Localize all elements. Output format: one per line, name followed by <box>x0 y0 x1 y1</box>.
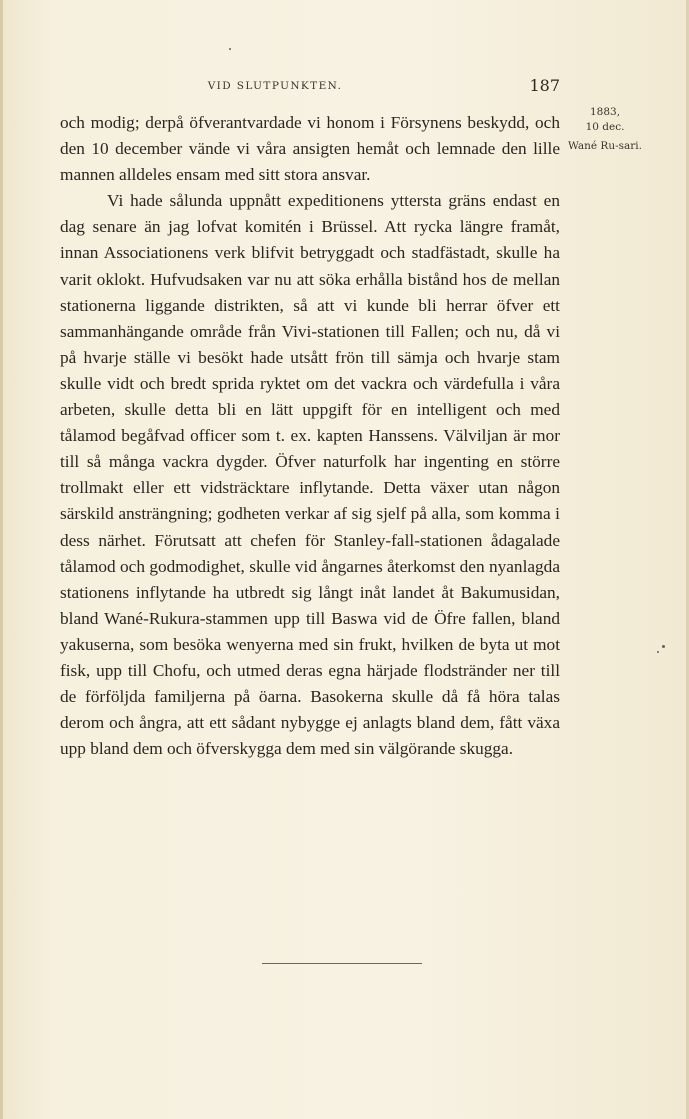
body-text <box>60 110 560 762</box>
paragraph-2: Vi hade sålunda uppnått expeditionens yttersta gräns endast en dag senare än jag lofvat komitén i Brüssel. Att rycka längre framåt, innan Associationens verk blifvit betryggadt och stadfästadt, skulle ha varit oklokt. Hufvudsaken var nu att söka erhålla bistånd hos de mellan stationerna liggande distrikten, så att vi kunde bli herrar öfver ett sammanhängande område från Vivi-stationen till Fallen; och nu, då vi på hvarje ställe vi besökt hade utsått frön till sämja och hvarje stam skulle vidt och bredt sprida ryktet om det vackra och värdefulla i våra arbeten, skulle detta bli en lätt uppgift för en intelligent och med tålamod begåfvad officer som t. ex. kapten Hanssens. Välviljan är mor till så många vackra dygder. Öfver naturfolk har ingenting en större trollmakt eller ett vidsträcktare inflytande. Detta växer utan någon särskild ansträngning; godheten verkar af sig sjelf på alla, som komma i dess närhet. Förutsatt att chefen för Stanley-fall-stationen ådagalade tålamod och godmodighet, skulle vid ångarnes återkomst den nyanlagda stationens inflytande ha utbredt sig långt inåt landet åt Bakumusidan, bland Wané-Rukura-stammen upp till Baswa vid de Öfre fallen, bland yakuserna, som besöka wenyerna med sin frukt, hvilken de byta ut mot fisk, upp till Chofu, och utmed deras egna härjade flodstränder ner till de förföljda familjerna på öarna. Basokerna skulle då få höra talas derom och ångra, att ett sådant nybygge ej anlagts bland dem, fått växa upp bland dem och öfverskygga dem med sin välgörande skugga. <box>60 191 560 759</box>
end-rule <box>262 963 422 964</box>
margin-note <box>566 106 644 153</box>
ink-speck <box>662 645 665 648</box>
margin-note-place: Wané Ru-sari. <box>567 140 643 152</box>
margin-note-year: 1883, <box>589 106 621 118</box>
page-edge-left <box>0 0 3 1119</box>
running-head <box>60 76 560 96</box>
ink-speck <box>229 48 231 50</box>
ink-speck <box>657 651 659 653</box>
paragraph-1: och modig; derpå öfverantvardade vi honom i Försynens beskydd, och den 10 december vände vi våra ansigten hemåt och lemnade den lille mannen alldeles ensam med sitt stora ansvar. <box>60 113 560 185</box>
page-number: 187 <box>529 76 560 95</box>
margin-note-date: 10 dec. <box>585 120 625 133</box>
running-title: VID SLUTPUNKTEN. <box>207 80 343 92</box>
